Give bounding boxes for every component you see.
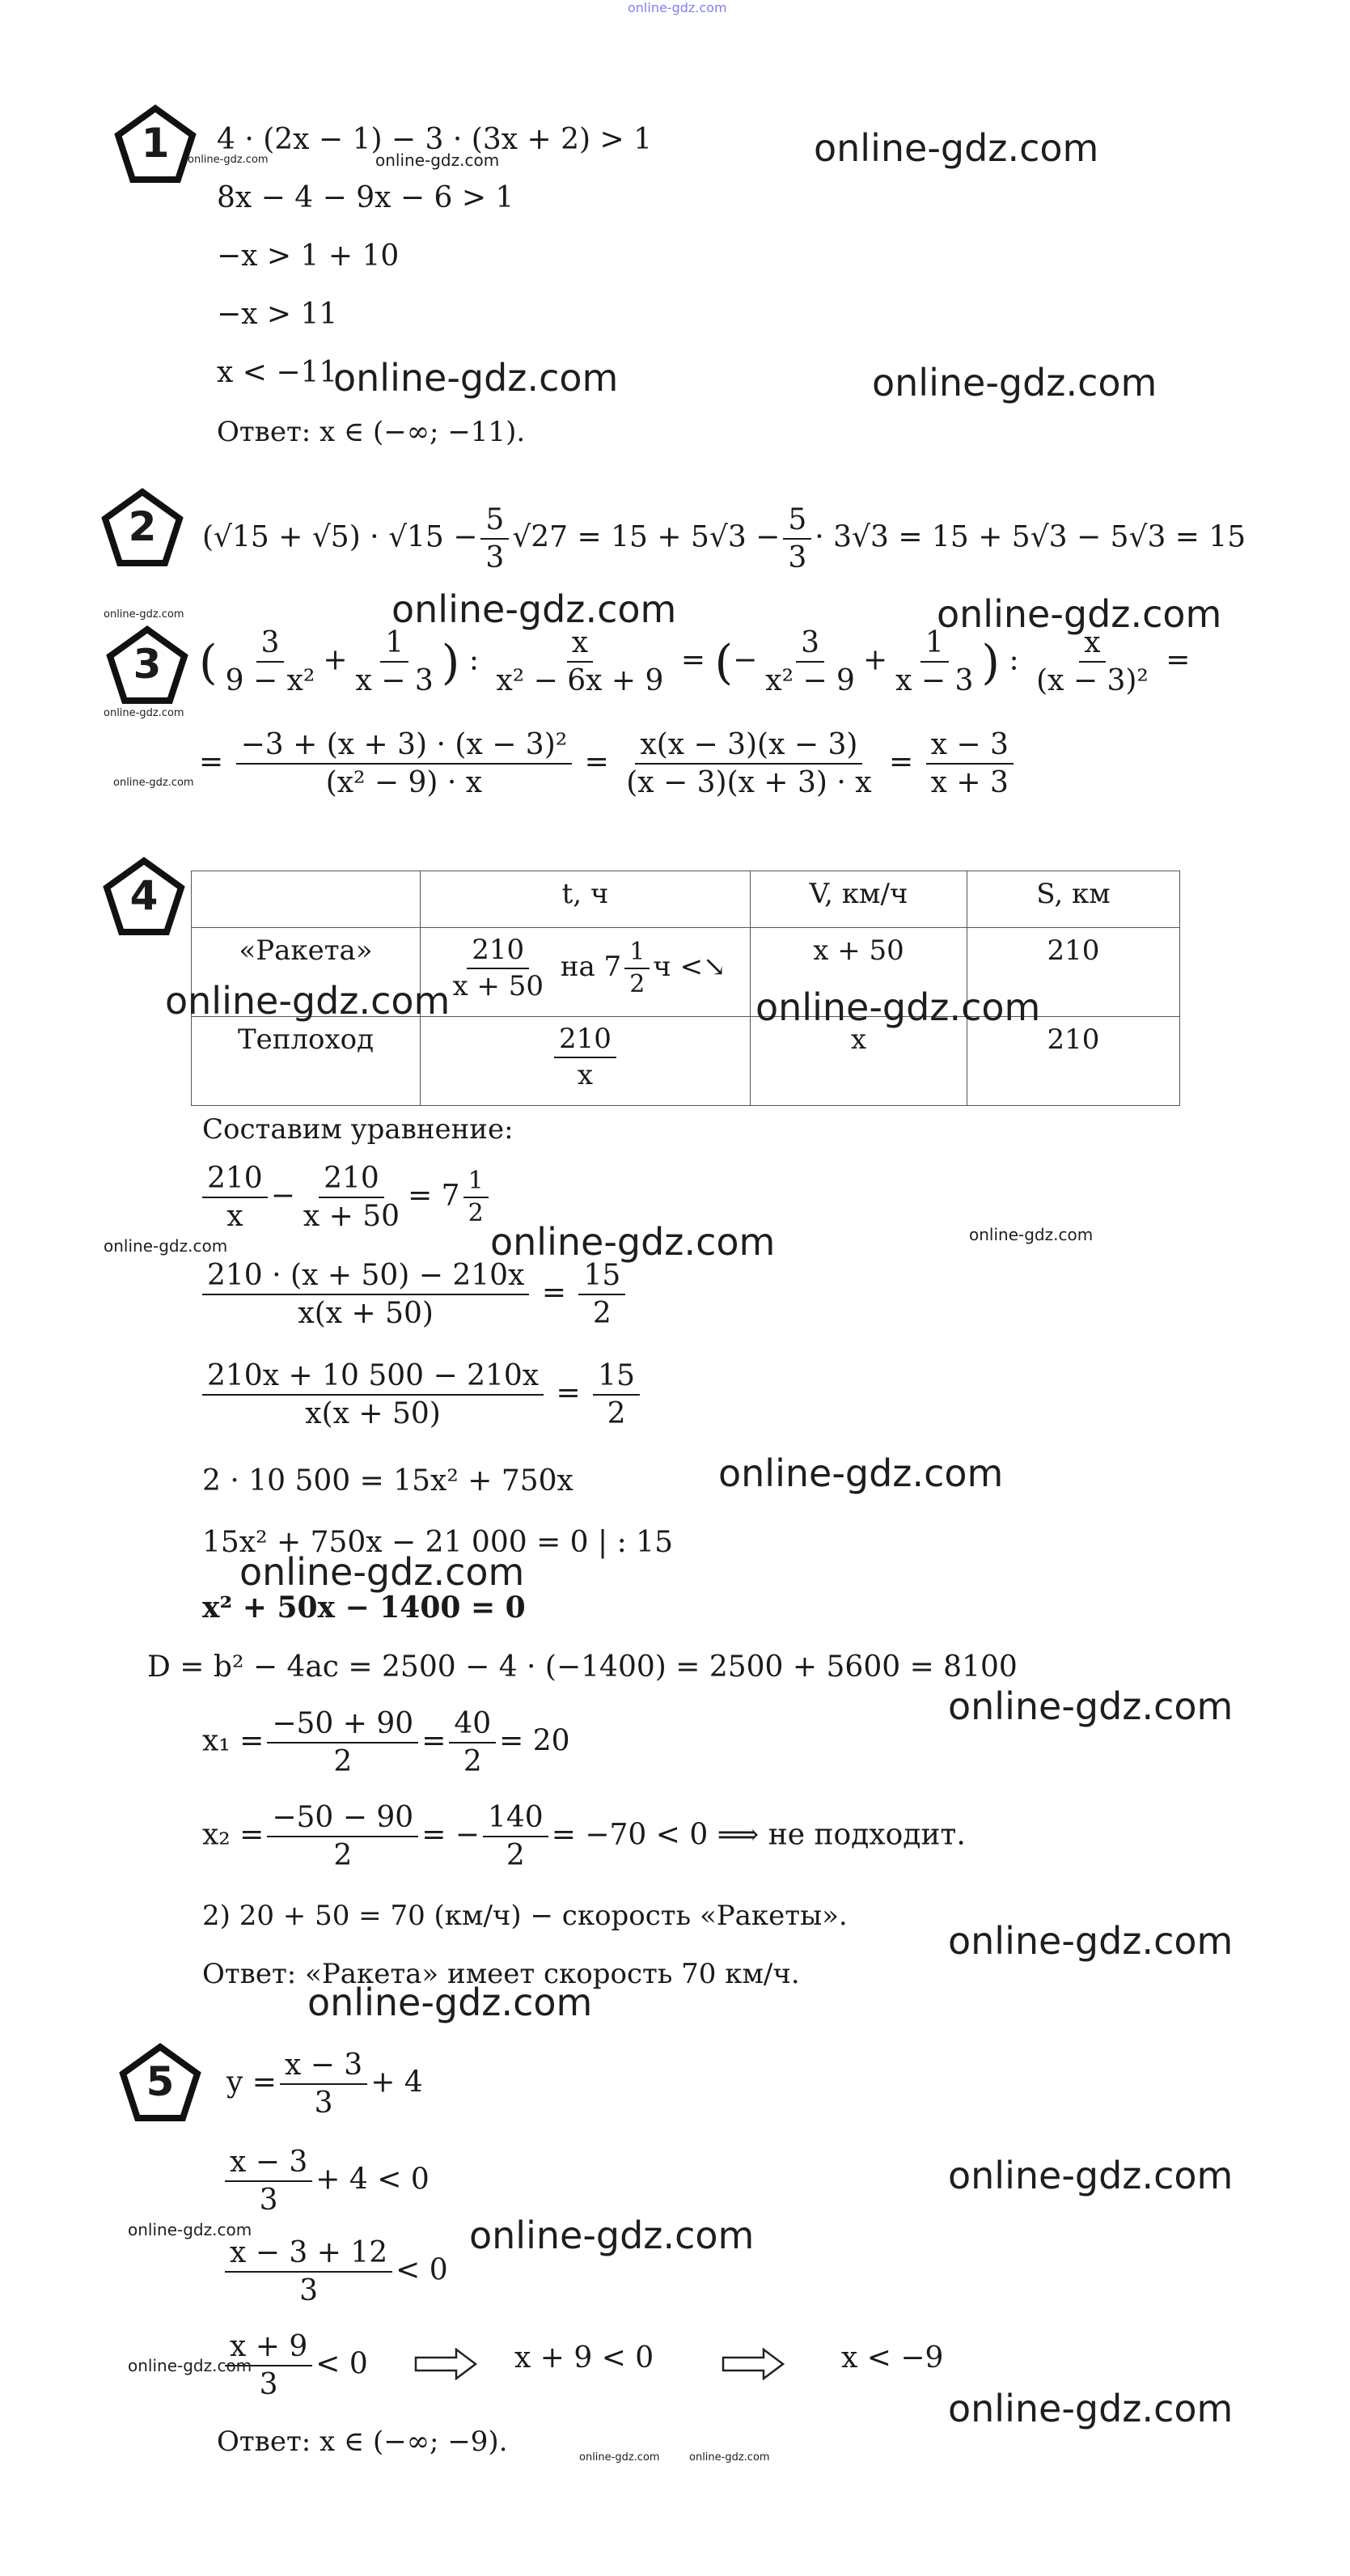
p4-x1: x₁ = $\frac{-50 + 90}{2}$ = $\frac{40}{2}$ = 20 <box>202 1707 570 1779</box>
watermark: online-gdz.com <box>872 361 1157 405</box>
watermark: online-gdz.com <box>104 707 184 719</box>
problem-badge-5 <box>118 2042 202 2123</box>
problem-number: 4 <box>129 872 159 919</box>
watermark: online-gdz.com <box>948 1684 1234 1728</box>
p1-line-3: −x > 1 + 10 <box>217 239 400 273</box>
watermark: online-gdz.com <box>113 777 194 789</box>
p5-line-2: $\frac{x - 3}{3}$ + 4 < 0 <box>222 2146 430 2218</box>
p1-line-2: 8x − 4 − 9x − 6 > 1 <box>217 181 514 214</box>
watermark: online-gdz.com <box>937 592 1222 636</box>
watermark: online-gdz.com <box>239 1550 525 1594</box>
p4-x2: x₂ = $\frac{-50 - 90}{2}$ = − $\frac{140}{2}$ = −70 < 0 ⟹ не подходит. <box>202 1801 966 1873</box>
watermark: online-gdz.com <box>490 1220 776 1264</box>
problem-badge-1 <box>113 104 197 184</box>
watermark: online-gdz.com <box>469 2214 755 2257</box>
watermark: online-gdz.com <box>969 1225 1094 1244</box>
watermark: online-gdz.com <box>948 2154 1234 2197</box>
problem-number: 1 <box>141 120 170 167</box>
arrow-right-icon <box>414 2348 477 2380</box>
p4-discriminant: D = b² − 4ac = 2500 − 4 · (−1400) = 2500 + 5600 = 8100 <box>147 1650 1018 1684</box>
p5-line-3: $\frac{x - 3 + 12}{3}$ < 0 <box>222 2236 448 2308</box>
problem-number: 3 <box>133 641 162 688</box>
p3-line-2: = $\frac{\text{−3 + (x + 3) · (x − 3)²}}{\text{(x² − 9) · x}}$ = $\frac{x(x - 3)(x - 3)}{(x - 3)(x + 3) \cdot x}$ = $\frac{x - 3}{x + 3}$ <box>199 728 1017 800</box>
p4-eq-2: $\frac{210 \cdot (x + 50) - 210x}{x(x + 50)}$ = $\frac{15}{2}$ <box>199 1259 628 1331</box>
watermark: online-gdz.com <box>579 2451 660 2464</box>
p3-line-1: ( $\frac{3}{\text{9 − x²}}$ + $\frac{1}{x - 3}$ ) : $\frac{x}{\text{x² − 6x + 9}}$ = (− $\frac{3}{\text{x² − 9}}$ + $\frac{1}{x - 3}$ ) : $\frac{x}{\text{(x − 3)²}}$ = <box>199 626 1191 698</box>
watermark: online-gdz.com <box>375 150 500 170</box>
watermark: online-gdz.com <box>128 2356 252 2375</box>
watermark: online-gdz.com <box>333 356 619 400</box>
p2-expression: (√15 + √5) · √15 − $\frac{5}{3}$ √27 = 15 + 5√3 − $\frac{5}{3}$ · 3√3 = 15 + 5√3 − 5√3 = 15 <box>202 503 1246 575</box>
table-row: Теплоход $\frac{210}{x}$ x 210 <box>192 1017 1180 1106</box>
p5-line-1: y = $\frac{x - 3}{3}$ + 4 <box>226 2049 423 2121</box>
watermark: online-gdz.com <box>689 2451 770 2464</box>
watermark: online-gdz.com <box>165 979 451 1023</box>
p5-line-4-mid: x + 9 < 0 <box>514 2341 654 2375</box>
p4-step-2: 2) 20 + 50 = 70 (км/ч) − скорость «Ракеты». <box>202 1900 848 1932</box>
problem-badge-2 <box>100 487 184 568</box>
p4-eq-5: 15x² + 750x − 21 000 = 0 | : 15 <box>202 1526 673 1559</box>
watermark: online-gdz.com <box>718 1451 1004 1495</box>
p4-eq-6: x² + 50x − 1400 = 0 <box>202 1591 526 1625</box>
problem-number: 2 <box>128 503 157 550</box>
watermark: online-gdz.com <box>128 2220 252 2239</box>
watermark: online-gdz.com <box>948 1919 1234 1963</box>
fraction: $\frac{5}{3}$ <box>783 503 811 575</box>
problem-number: 5 <box>146 2058 175 2105</box>
p4-eq-3: $\frac{210x + 10 500 - 210x}{x(x + 50)}$ = $\frac{15}{2}$ <box>199 1359 643 1431</box>
fraction: $\frac{5}{3}$ <box>480 503 509 575</box>
watermark: online-gdz.com <box>755 985 1041 1029</box>
watermark: online-gdz.com <box>104 608 184 621</box>
p1-line-4: −x > 11 <box>217 298 338 331</box>
p4-eq-4: 2 · 10 500 = 15x² + 750x <box>202 1464 573 1498</box>
p4-answer: Ответ: «Ракета» имеет скорость 70 км/ч. <box>202 1958 800 1990</box>
problem-badge-3 <box>105 625 189 705</box>
p4-eq-1: $\frac{210}{x}$ − $\frac{210}{x + 50}$ = 7 $\frac{1}{2}$ <box>199 1162 492 1234</box>
p1-line-1: 4 · (2x − 1) − 3 · (3x + 2) > 1 <box>217 123 652 156</box>
p4-intro: Составим уравнение: <box>202 1113 514 1146</box>
top-watermark: online-gdz.com <box>628 0 727 15</box>
p1-answer: Ответ: x ∈ (−∞; −11). <box>217 416 526 448</box>
watermark: online-gdz.com <box>391 587 677 631</box>
arrow-right-icon <box>722 2348 785 2380</box>
watermark: online-gdz.com <box>814 126 1099 170</box>
watermark: online-gdz.com <box>188 154 269 166</box>
table-header-row: t, ч V, км/ч S, км <box>192 871 1180 928</box>
p5-line-4: $\frac{x + 9}{3}$ < 0 <box>222 2330 368 2402</box>
p5-line-4-end: x < −9 <box>841 2341 944 2375</box>
p5-answer: Ответ: x ∈ (−∞; −9). <box>217 2426 508 2458</box>
problem-badge-4 <box>102 856 186 937</box>
p1-line-5: x < −11 <box>217 356 338 389</box>
watermark: online-gdz.com <box>104 1236 228 1256</box>
table-row: «Ракета» $\frac{210}{x + 50}$ на 7 $\frac{1}{2}$ ч <↘ x + 50 210 <box>192 928 1180 1017</box>
watermark: online-gdz.com <box>307 1981 593 2024</box>
watermark: online-gdz.com <box>948 2387 1234 2430</box>
